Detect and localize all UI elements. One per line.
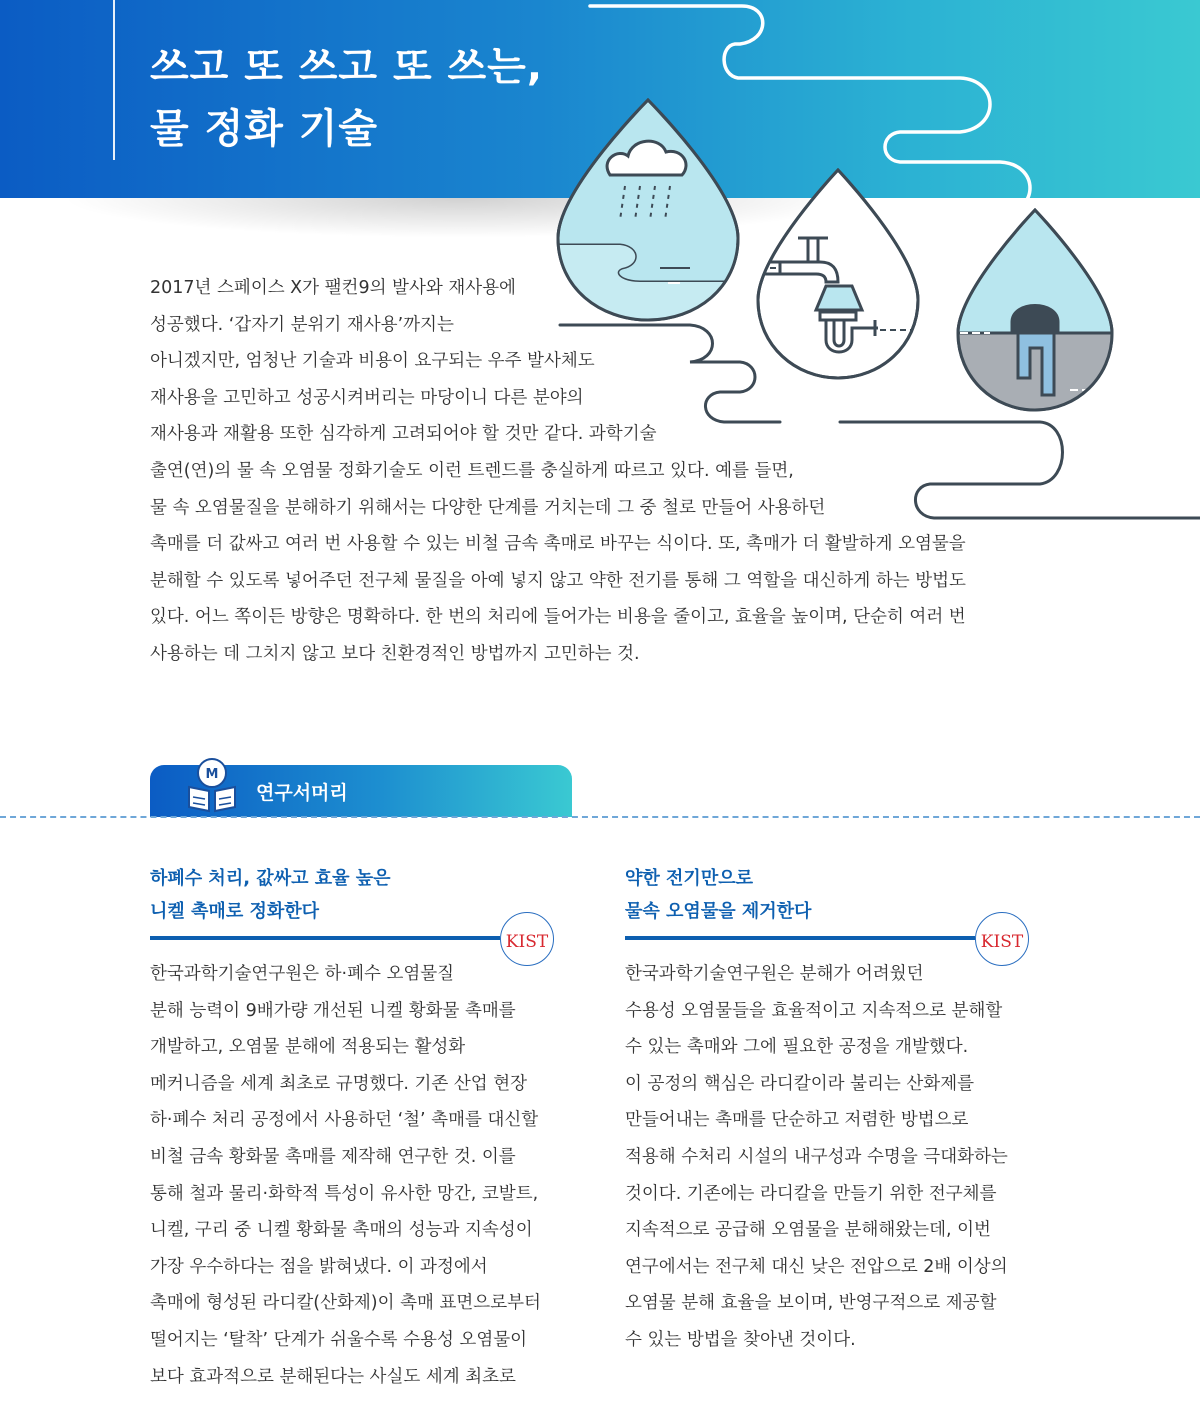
article-line: 보다 효과적으로 분해된다는 사실도 세계 최초로 <box>150 1366 516 1387</box>
page-title-line-1: 쓰고 또 쓰고 또 쓰는, <box>150 44 544 90</box>
svg-text:M: M <box>205 767 219 782</box>
intro-line: 물 속 오염물질을 분해하기 위해서는 다양한 단계를 거치는데 그 중 철로 만들어 사용하던 <box>150 497 826 518</box>
article-title-line: 물속 오염물을 제거한다 <box>625 901 812 922</box>
article-line: 개발하고, 오염물 분해에 적용되는 활성화 <box>150 1037 466 1058</box>
intro-paragraph <box>150 270 1050 673</box>
intro-line: 분해할 수 있도록 넣어주던 전구체 물질을 아예 넣지 않고 약한 전기를 통해 그 역할을 대신하게 하는 방법도 <box>150 570 966 591</box>
article-line: 만들어내는 촉매를 단순하고 저렴한 방법으로 <box>625 1110 969 1131</box>
article-line: 지속적으로 공급해 오염물을 분해해왔는데, 이번 <box>625 1220 991 1241</box>
article-line: 니켈, 구리 중 니켈 황화물 촉매의 성능과 지속성이 <box>150 1220 533 1241</box>
lightbulb-book-icon <box>183 753 241 813</box>
intro-line: 2017년 스페이스 X가 팰컨9의 발사와 재사용에 <box>150 278 516 298</box>
kist-logo-text: KIST <box>505 932 549 952</box>
intro-line: 재사용을 고민하고 성공시켜버리는 마당이니 다른 분야의 <box>150 387 584 408</box>
article-left <box>150 862 580 1387</box>
intro-line: 사용하는 데 그치지 않고 보다 친환경적인 방법까지 고민하는 것. <box>150 643 640 664</box>
article-title-line: 약한 전기만으로 <box>625 868 753 889</box>
page-title <box>150 36 543 160</box>
intro-line: 재사용과 재활용 또한 심각하게 고려되어야 할 것만 같다. 과학기술 <box>150 424 657 445</box>
page-title-line-2: 물 정화 기술 <box>150 106 379 152</box>
article-line: 분해 능력이 9배가량 개선된 니켈 황화물 촉매를 <box>150 1000 516 1021</box>
article-line: 수용성 오염물들을 효율적이고 지속적으로 분해할 <box>625 1000 1003 1021</box>
article-title-line: 하폐수 처리, 값싸고 효율 높은 <box>150 868 391 889</box>
banner-shadow <box>60 198 860 238</box>
intro-line: 있다. 어느 쪽이든 방향은 명확하다. 한 번의 처리에 들어가는 비용을 줄이고, 효율을 높이며, 단순히 여러 번 <box>150 607 966 628</box>
article-line: 하·폐수 처리 공정에서 사용하던 ‘철’ 촉매를 대신할 <box>150 1110 539 1131</box>
article-line: 한국과학기술연구원은 분해가 어려웠던 <box>625 964 924 984</box>
article-line: 한국과학기술연구원은 하·폐수 오염물질 <box>150 964 455 984</box>
article-line: 수 있는 방법을 찾아낸 것이다. <box>625 1329 856 1350</box>
article-line: 가장 우수하다는 점을 밝혀냈다. 이 과정에서 <box>150 1256 488 1277</box>
article-body <box>625 956 1065 1359</box>
article-line: 메커니즘을 세계 최초로 규명했다. 기존 산업 현장 <box>150 1073 528 1094</box>
intro-line: 촉매를 더 값싸고 여러 번 사용할 수 있는 비철 금속 촉매로 바꾸는 식이다. 또, 촉매가 더 활발하게 오염물을 <box>150 534 966 555</box>
article-line: 떨어지는 ‘탈착’ 단계가 쉬울수록 수용성 오염물이 <box>150 1329 528 1350</box>
article-line: 것이다. 기존에는 라디칼을 만들기 위한 전구체를 <box>625 1183 997 1204</box>
article-line: 비철 금속 황화물 촉매를 제작해 연구한 것. 이를 <box>150 1146 516 1167</box>
article-line: 연구에서는 전구체 대신 낮은 전압으로 2배 이상의 <box>625 1256 1008 1277</box>
article-line: 통해 철과 물리·화학적 특성이 유사한 망간, 코발트, <box>150 1183 539 1204</box>
intro-line: 출연(연)의 물 속 오염물 정화기술도 이런 트렌드를 충실하게 따르고 있다. 예를 들면, <box>150 460 794 481</box>
article-line: 이 공정의 핵심은 라디칼이라 불리는 산화제를 <box>625 1073 975 1094</box>
article-line: 적용해 수처리 시설의 내구성과 수명을 극대화하는 <box>625 1146 1008 1167</box>
article-body <box>150 956 590 1395</box>
article-right <box>625 862 1055 1350</box>
article-line: 오염물 분해 효율을 보이며, 반영구적으로 제공할 <box>625 1293 997 1314</box>
kist-logo-text: KIST <box>980 932 1024 952</box>
article-line: 촉매에 형성된 라디칼(산화제)이 촉매 표면으로부터 <box>150 1293 541 1314</box>
section-tab <box>150 765 572 817</box>
article-title-line: 니켈 촉매로 정화한다 <box>150 901 320 922</box>
intro-line: 아니겠지만, 엄청난 기술과 비용이 요구되는 우주 발사체도 <box>150 351 595 372</box>
intro-line: 성공했다. ‘갑자기 분위기 재사용’까지는 <box>150 314 454 335</box>
banner-vertical-rule <box>113 0 115 160</box>
article-title-rule <box>150 936 500 940</box>
article-line: 수 있는 촉매와 그에 필요한 공정을 개발했다. <box>625 1037 969 1058</box>
article-title-rule <box>625 936 975 940</box>
section-tab-label: 연구서머리 <box>256 782 348 804</box>
section-divider <box>0 816 1200 818</box>
